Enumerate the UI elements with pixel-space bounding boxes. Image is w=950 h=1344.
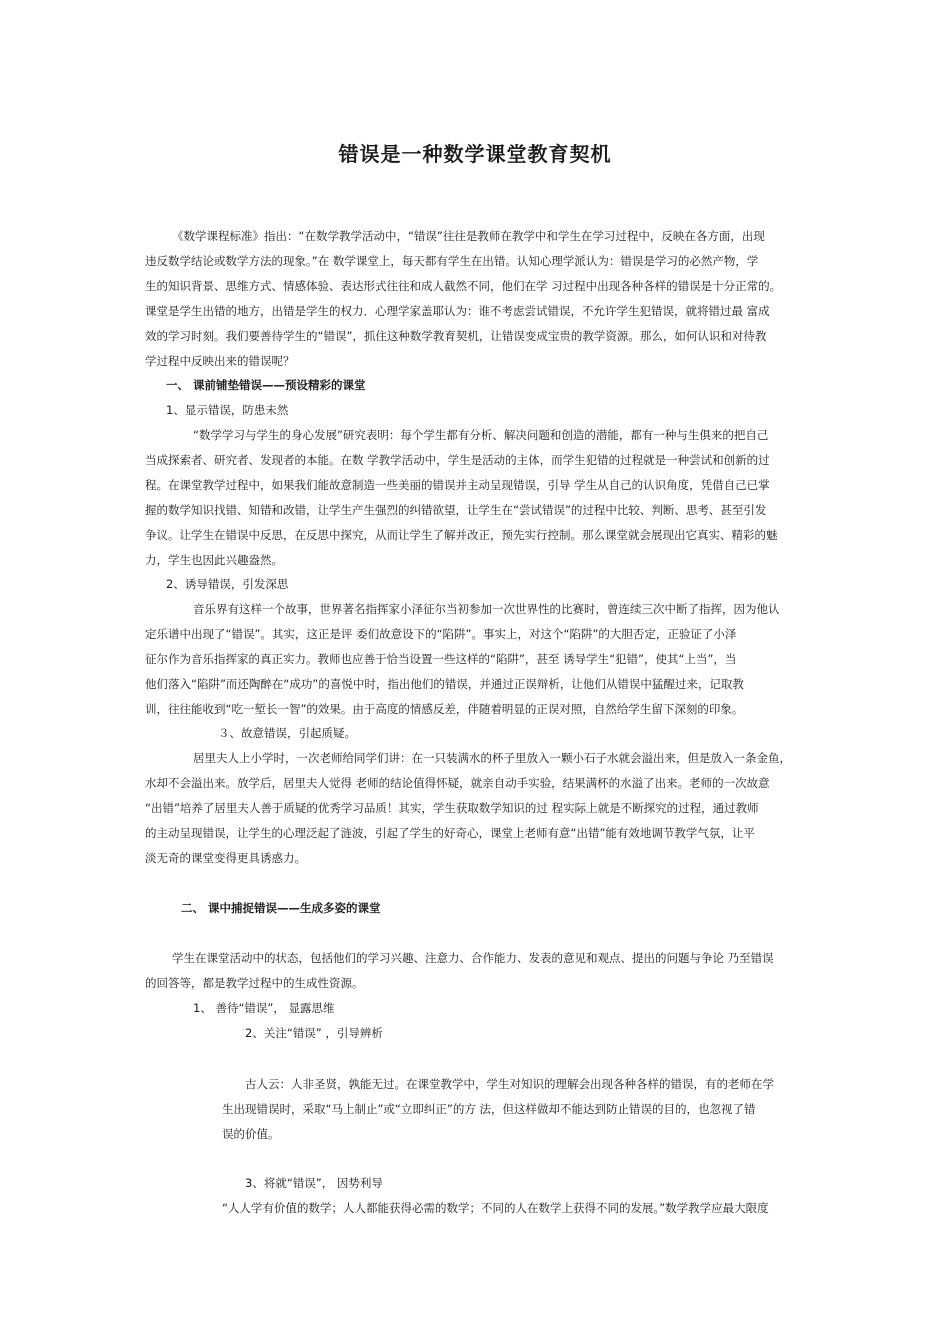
- text-line: 生的知识背景、思维方式、情感体验、表达形式往往和成人截然不同，他们在学 习过程中出现各种各样的错误是十分正常的。: [145, 279, 782, 293]
- text-line: 音乐界有这样一个故事，世界著名指挥家小泽征尔当初参加一次世界性的比赛时，曾连续三次中断了指挥，因为他认: [193, 602, 780, 616]
- text-line: 课堂是学生出错的地方，出错是学生的权力．心理学家盖耶认为：谁不考虑尝试错误，不允许学生犯错误，就将错过最 富成: [145, 304, 770, 318]
- text-line: 他们落入“陷阱”而还陶醉在“成功”的喜悦中时，指出他们的错误，并通过正误辩析，让他们从错误中猛醒过来，记取教: [145, 677, 744, 691]
- text-line: 古人云：人非圣贤，孰能无过。在课堂教学中，学生对知识的理解会出现各种各样的错误，有的老师在学: [245, 1077, 774, 1091]
- text-line: 学过程中反映出来的错误呢？: [145, 354, 295, 368]
- text-line: 训，往往能收到“吃一堑长一智”的效果。由于高度的情感反差，伴随着明显的正误对照，自然给学生留下深刻的印象。: [145, 702, 744, 716]
- text-line: 当成探索者、研究者、发现者的本能。在数 学教学活动中，学生是活动的主体，而学生犯错的过程就是一种尝试和创新的过: [145, 453, 770, 467]
- text-line: 《数学课程标准》指出：“在数学教学活动中，“错误”往往是教师在教学中和学生在学习过程中，反映在各方面，出现: [172, 229, 765, 243]
- text-line: 力，学生也因此兴趣盎然。: [145, 553, 283, 567]
- section-heading-1: 一、 课前铺垫错误——预设精彩的课堂: [166, 378, 366, 392]
- text-line: 生出现错误时，采取“马上制止”或“立即纠正”的方 法，但这样做却不能达到防止错误的目的，也忽视了错: [222, 1102, 756, 1116]
- text-line: 水却不会溢出来。放学后，居里夫人觉得 老师的结论值得怀疑，就亲自动手实验，结果满杯的水溢了出来。老师的一次故意: [145, 776, 770, 790]
- subheading: ３、故意错误，引起质疑。: [218, 726, 356, 740]
- text-line: 握的数学知识找错、知错和改错，让学生产生强烈的纠错欲望，让学生在“尝试错误”的过程中比较、判断、思考、甚至引发: [145, 503, 767, 517]
- subheading: 2、诱导错误，引发深思: [166, 577, 289, 591]
- text-line: “出错”培养了居里夫人善于质疑的优秀学习品质！其实，学生获取数学知识的过 程实际上就是不断探究的过程，通过教师: [145, 801, 759, 815]
- text-line: 争议。让学生在错误中反思，在反思中探究，从而让学生了解并改正，预先实行控制。那么课堂就会展现出它真实、精彩的魅: [145, 528, 778, 542]
- text-line: 效的学习时刻。我们要善待学生的“错误”，抓住这种数学教育契机，让错误变成宝贵的教学资源。那么，如何认识和对待教: [145, 329, 767, 343]
- subheading: 3、将就“错误”， 因势利导: [245, 1176, 383, 1190]
- text-line: 程。在课堂教学过程中，如果我们能故意制造一些美丽的错误并主动呈现错误，引导 学生从自己的认识角度，凭借自己已掌: [145, 478, 770, 492]
- text-line: 违反数学结论或数学方法的现象。”在 数学课堂上，每天都有学生在出错。认知心理学派认为：错误是学习的必然产物，学: [145, 254, 759, 268]
- text-line: 的主动呈现错误，让学生的心理泛起了涟波，引起了学生的好奇心，课堂上老师有意“出错”能有效地调节教学气氛，让平: [145, 826, 755, 840]
- text-line: 的回答等，都是教学过程中的生成性资源。: [145, 976, 364, 990]
- document-title: 错误是一种数学课堂教育契机: [338, 142, 612, 166]
- text-line: 学生在课堂活动中的状态，包括他们的学习兴趣、注意力、合作能力、发表的意见和观点、提出的问题与争论 乃至错误: [172, 951, 774, 965]
- text-line: 居里夫人上小学时，一次老师给同学们讲：在一只装满水的杯子里放入一颗小石子水就会溢出来，但是放入一条金鱼，: [193, 751, 791, 765]
- text-line: 误的价值。: [222, 1127, 280, 1141]
- text-line: 征尔作为音乐指挥家的真正实力。教师也应善于恰当设置一些这样的“陷阱”，甚至 诱导学生“犯错”，使其“上当”，当: [145, 652, 737, 666]
- subheading: 1、 善待“错误”， 显露思维: [193, 1001, 335, 1015]
- text-line: 淡无奇的课堂变得更具诱惑力。: [145, 851, 306, 865]
- subheading: 2、关注“错误” ，引导辨析: [245, 1026, 383, 1040]
- text-line: 定乐谱中出现了“错误”。其实，这正是评 委们故意设下的“陷阱”。事实上，对这个“陷阱”的大胆否定，正验证了小泽: [145, 627, 737, 641]
- section-heading-2: 二、 课中捕捉错误——生成多姿的课堂: [181, 901, 381, 915]
- text-line: “数学学习与学生的身心发展”研究表明：每个学生都有分析、解决问题和创造的潜能，都有一种与生俱来的把自己: [193, 428, 769, 442]
- subheading: 1、显示错误，防患未然: [166, 403, 289, 417]
- text-line: “人人学有价值的数学；人人都能获得必需的数学；不同的人在数学上获得不同的发展。”数学教学应最大限度: [222, 1201, 769, 1215]
